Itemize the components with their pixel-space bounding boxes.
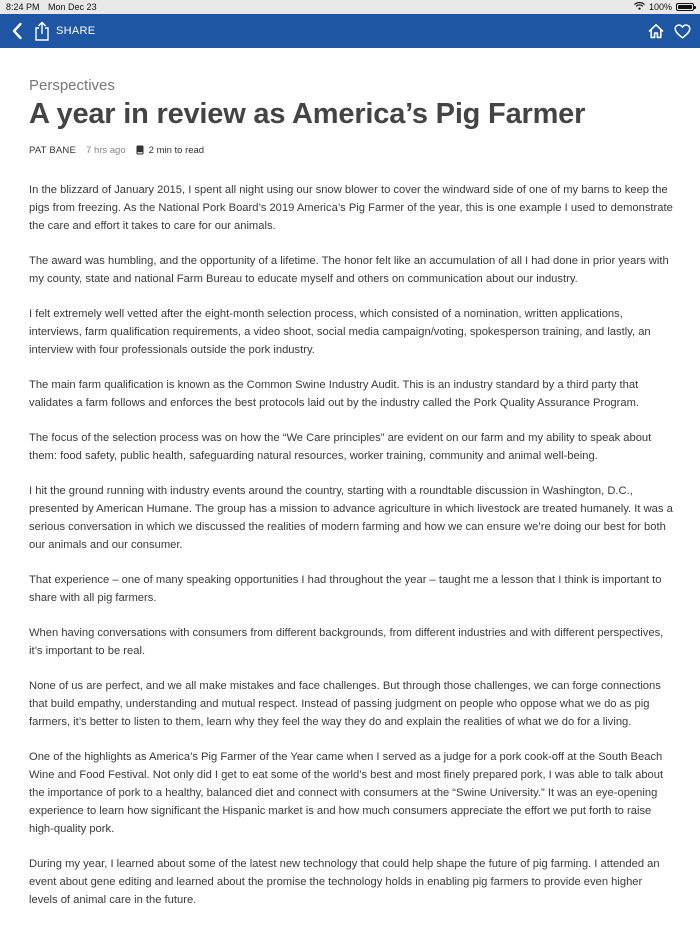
article-paragraph: The focus of the selection process was on how the “We Care principles” are evident on our farm and my ability to speak about them: food safety, public health, safeguarding natural resources, worker training, community and animal well-being. <box>29 432 652 462</box>
article-body <box>29 181 673 909</box>
article-paragraph: One of the highlights as America’s Pig Farmer of the Year came when I served as a judge for a pork cook-off at the South Beach Wine and Food Festival. Not only did I get to eat some of the world’s best and most finely prepared pork, I was able to talk about the importance of pork to a healthy, balanced diet and connect with consumers at the “Swine University.” It was an eye-opening experience to learn how significant the Hispanic market is and how much consumers appreciate the effort we put forth to raise high-quality pork. <box>29 751 664 835</box>
article-paragraph: When having conversations with consumers from different backgrounds, from different industries and with different perspectives, it’s important to be real. <box>29 627 664 657</box>
share-button[interactable] <box>34 14 103 48</box>
share-label: SHARE <box>56 25 96 37</box>
wifi-icon <box>634 2 645 12</box>
article-read-time: 2 min to read <box>148 144 205 156</box>
article-paragraph: None of us are perfect, and we all make mistakes and face challenges. But through those challenges, we can forge connections that build empathy, understanding and mutual respect. Instead of passing judgment on people who oppose what we do as pig farmers, it’s better to listen to them, learn why they feel the way they do and explain the realities of what we do for a living. <box>29 680 661 728</box>
article-byline <box>29 143 673 157</box>
home-button[interactable] <box>646 21 666 41</box>
heart-icon <box>674 24 691 39</box>
article-paragraph: The main farm qualification is known as the Common Swine Industry Audit. This is an industry standard by a third party that validates a farm follows and enforces the best protocols laid out by the industry called the Pork Quality Assurance Program. <box>29 379 640 409</box>
favorite-button[interactable] <box>672 21 692 41</box>
back-button[interactable] <box>0 14 34 48</box>
book-icon <box>136 145 144 155</box>
status-time-date <box>6 2 103 12</box>
article-category: Perspectives <box>29 77 115 94</box>
article-title: A year in review as America’s Pig Farmer <box>29 98 586 130</box>
top-nav-bar <box>0 14 700 48</box>
battery-icon <box>676 3 694 11</box>
battery-percent: 100% <box>648 2 672 12</box>
article-paragraph: I felt extremely well vetted after the eight-month selection process, which consisted of a nomination, written applications, interviews, farm qualification requirements, a video shoot, social media campaign/voting, spokesperson training, and lastly, an interview with four professionals outside the pork industry. <box>29 308 651 356</box>
share-icon <box>34 21 50 41</box>
article-author: PAT BANE <box>29 144 77 156</box>
article <box>29 48 673 926</box>
status-date: Mon Dec 23 <box>48 2 97 12</box>
article-time-ago: 7 hrs ago <box>86 144 126 156</box>
article-paragraph: The award was humbling, and the opportunity of a lifetime. The honor felt like an accumulation of all I had done in prior years with my county, state and national Farm Bureau to educate myself and others on communication about our industry. <box>29 255 669 285</box>
home-icon <box>648 23 664 39</box>
status-time: 8:24 PM <box>6 2 40 12</box>
back-chevron-icon <box>11 22 23 40</box>
article-paragraph: During my year, I learned about some of the latest new technology that could help shape the future of pig farming. I attended an event about gene editing and learned about the promise the technology holds in enabling pig farmers to provide even higher levels of animal care in the future. <box>29 858 660 906</box>
article-paragraph: That experience – one of many speaking opportunities I had throughout the year – taught me a lesson that I think is important to share with all pig farmers. <box>29 574 662 604</box>
status-indicators <box>634 2 694 12</box>
article-paragraph: In the blizzard of January 2015, I spent all night using our snow blower to cover the windward side of one of my barns to keep the pigs from freezing. As the National Pork Board’s 2019 America’s Pig Farmer of the year, this is one example I used to demonstrate the care and effort it takes to care for our animals. <box>29 184 673 232</box>
article-paragraph: I hit the ground running with industry events around the country, starting with a roundtable discussion in Washington, D.C., presented by American Humane. The group has a mission to advance agriculture in which livestock are treated humanely. It was a serious conversation in which we discussed the realities of modern farming and how we can ensure we’re doing our best for both our animals and our consumer. <box>29 485 673 551</box>
status-bar <box>0 0 700 14</box>
